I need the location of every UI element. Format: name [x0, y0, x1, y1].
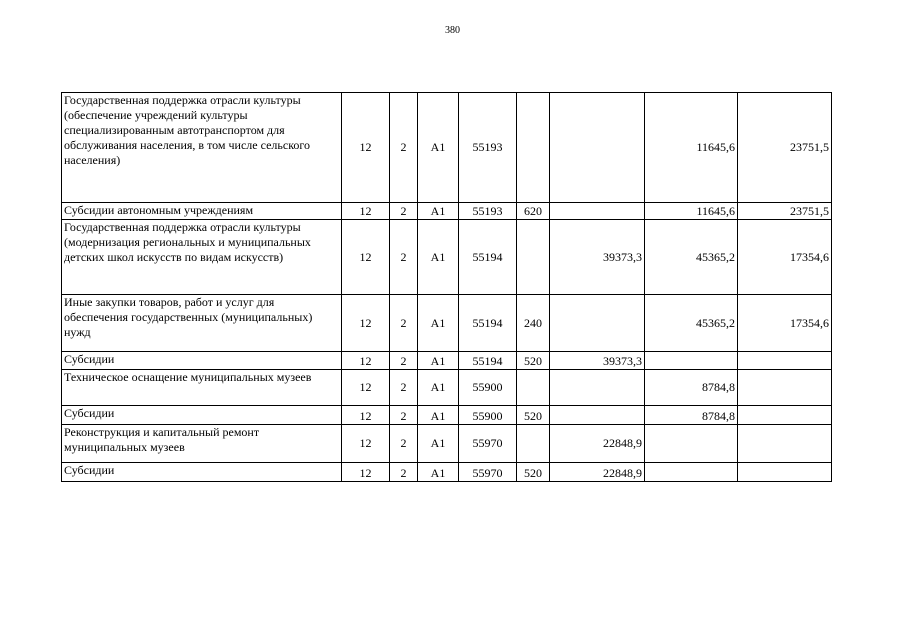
- amount-3: [738, 370, 832, 406]
- amount-3: [738, 352, 832, 370]
- expense-type-code: [517, 425, 550, 463]
- program-code: А1: [418, 352, 459, 370]
- amount-2: [645, 425, 738, 463]
- program-code: А1: [418, 370, 459, 406]
- row-name: Иные закупки товаров, работ и услуг для обеспечения государственных (муниципальных) нужд: [62, 295, 342, 352]
- amount-3: [738, 406, 832, 425]
- expense-type-code: 240: [517, 295, 550, 352]
- program-code: А1: [418, 406, 459, 425]
- subsection-code: 2: [390, 352, 418, 370]
- section-code: 12: [342, 93, 390, 203]
- program-code: А1: [418, 93, 459, 203]
- program-code: А1: [418, 203, 459, 220]
- amount-2: 8784,8: [645, 370, 738, 406]
- amount-3: 23751,5: [738, 203, 832, 220]
- expense-type-code: 520: [517, 352, 550, 370]
- amount-1: [550, 370, 645, 406]
- amount-1: 22848,9: [550, 425, 645, 463]
- amount-3: [738, 463, 832, 482]
- table-row: [62, 352, 832, 370]
- subsection-code: 2: [390, 93, 418, 203]
- target-article-code: 55900: [459, 370, 517, 406]
- table-row: [62, 93, 832, 203]
- section-code: 12: [342, 406, 390, 425]
- target-article-code: 55194: [459, 352, 517, 370]
- table-row: [62, 203, 832, 220]
- amount-2: 45365,2: [645, 295, 738, 352]
- amount-2: 8784,8: [645, 406, 738, 425]
- expense-type-code: [517, 93, 550, 203]
- section-code: 12: [342, 463, 390, 482]
- subsection-code: 2: [390, 463, 418, 482]
- program-code: А1: [418, 425, 459, 463]
- target-article-code: 55900: [459, 406, 517, 425]
- expense-type-code: 520: [517, 463, 550, 482]
- target-article-code: 55193: [459, 203, 517, 220]
- amount-1: [550, 406, 645, 425]
- row-name: Государственная поддержка отрасли культуры (обеспечение учреждений культуры специализированным автотранспортом для обслуживания населения, в том числе сельского населения): [62, 93, 342, 203]
- expense-type-code: 520: [517, 406, 550, 425]
- amount-2: [645, 463, 738, 482]
- program-code: А1: [418, 463, 459, 482]
- row-name: Субсидии: [62, 352, 342, 370]
- table-row: [62, 406, 832, 425]
- section-code: 12: [342, 352, 390, 370]
- amount-2: 45365,2: [645, 220, 738, 295]
- subsection-code: 2: [390, 406, 418, 425]
- table-row: [62, 425, 832, 463]
- expense-type-code: [517, 370, 550, 406]
- amount-1: [550, 93, 645, 203]
- subsection-code: 2: [390, 203, 418, 220]
- amount-1: 39373,3: [550, 220, 645, 295]
- target-article-code: 55193: [459, 93, 517, 203]
- section-code: 12: [342, 370, 390, 406]
- table-row: [62, 295, 832, 352]
- section-code: 12: [342, 295, 390, 352]
- subsection-code: 2: [390, 425, 418, 463]
- subsection-code: 2: [390, 370, 418, 406]
- expense-type-code: 620: [517, 203, 550, 220]
- expense-type-code: [517, 220, 550, 295]
- table-row: [62, 370, 832, 406]
- table-row: [62, 220, 832, 295]
- amount-1: 22848,9: [550, 463, 645, 482]
- page-number: 380: [445, 25, 460, 36]
- target-article-code: 55970: [459, 425, 517, 463]
- program-code: А1: [418, 295, 459, 352]
- subsection-code: 2: [390, 295, 418, 352]
- amount-1: 39373,3: [550, 352, 645, 370]
- budget-table: [61, 92, 832, 482]
- table-row: [62, 463, 832, 482]
- target-article-code: 55194: [459, 295, 517, 352]
- row-name: Государственная поддержка отрасли культуры (модернизация региональных и муниципальных детских школ искусств по видам искусств): [62, 220, 342, 295]
- amount-3: 23751,5: [738, 93, 832, 203]
- row-name: Реконструкция и капитальный ремонт муниципальных музеев: [62, 425, 342, 463]
- subsection-code: 2: [390, 220, 418, 295]
- amount-1: [550, 203, 645, 220]
- amount-3: 17354,6: [738, 295, 832, 352]
- section-code: 12: [342, 425, 390, 463]
- program-code: А1: [418, 220, 459, 295]
- amount-2: [645, 352, 738, 370]
- amount-3: 17354,6: [738, 220, 832, 295]
- section-code: 12: [342, 220, 390, 295]
- target-article-code: 55970: [459, 463, 517, 482]
- amount-2: 11645,6: [645, 93, 738, 203]
- row-name: Субсидии: [62, 406, 342, 425]
- amount-1: [550, 295, 645, 352]
- row-name: Субсидии автономным учреждениям: [62, 203, 342, 220]
- amount-2: 11645,6: [645, 203, 738, 220]
- row-name: Техническое оснащение муниципальных музеев: [62, 370, 342, 406]
- amount-3: [738, 425, 832, 463]
- row-name: Субсидии: [62, 463, 342, 482]
- target-article-code: 55194: [459, 220, 517, 295]
- section-code: 12: [342, 203, 390, 220]
